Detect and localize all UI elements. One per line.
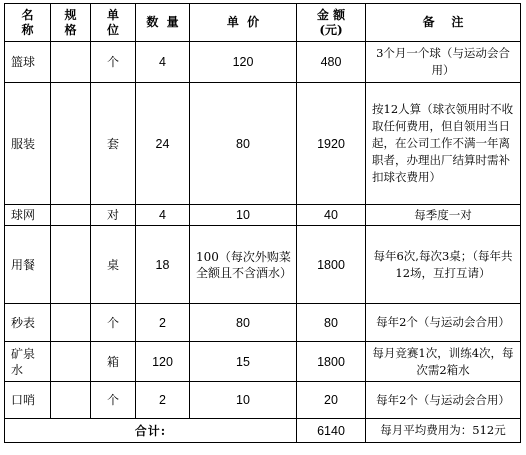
item-unit: 箱 bbox=[91, 342, 136, 382]
item-name: 篮球 bbox=[5, 42, 51, 83]
item-name: 矿泉 水 bbox=[5, 342, 51, 382]
budget-sheet bbox=[4, 3, 521, 443]
header-unit: 单 位 bbox=[91, 4, 136, 42]
item-qty: 2 bbox=[136, 382, 190, 419]
table-row bbox=[5, 83, 521, 205]
item-amount: 1800 bbox=[297, 226, 366, 304]
header-row bbox=[5, 4, 521, 42]
item-spec bbox=[51, 83, 91, 205]
total-row bbox=[5, 419, 521, 443]
item-qty: 2 bbox=[136, 304, 190, 342]
table-row bbox=[5, 304, 521, 342]
item-price: 15 bbox=[190, 342, 297, 382]
total-note: 每月平均费用为：512元 bbox=[366, 419, 521, 443]
item-name: 口哨 bbox=[5, 382, 51, 419]
item-price: 10 bbox=[190, 382, 297, 419]
item-spec bbox=[51, 382, 91, 419]
item-price: 80 bbox=[190, 304, 297, 342]
item-note: 每年2个（与运动会合用） bbox=[366, 304, 521, 342]
item-amount: 20 bbox=[297, 382, 366, 419]
item-amount: 1920 bbox=[297, 83, 366, 205]
item-name: 服装 bbox=[5, 83, 51, 205]
item-unit: 对 bbox=[91, 205, 136, 226]
header-amount: 金 额 (元) bbox=[297, 4, 366, 42]
item-price: 100（每次外购菜全额且不含酒水） bbox=[190, 226, 297, 304]
item-unit: 个 bbox=[91, 382, 136, 419]
item-spec bbox=[51, 226, 91, 304]
item-amount: 480 bbox=[297, 42, 366, 83]
item-name: 用餐 bbox=[5, 226, 51, 304]
item-unit: 个 bbox=[91, 304, 136, 342]
table-row bbox=[5, 382, 521, 419]
item-qty: 4 bbox=[136, 42, 190, 83]
item-spec bbox=[51, 304, 91, 342]
header-note: 备 注 bbox=[366, 4, 521, 42]
item-note: 每季度一对 bbox=[366, 205, 521, 226]
header-spec: 规 格 bbox=[51, 4, 91, 42]
header-qty: 数 量 bbox=[136, 4, 190, 42]
item-spec bbox=[51, 42, 91, 83]
total-amount: 6140 bbox=[297, 419, 366, 443]
item-name: 秒表 bbox=[5, 304, 51, 342]
budget-table bbox=[4, 3, 521, 443]
item-unit: 个 bbox=[91, 42, 136, 83]
item-name: 球网 bbox=[5, 205, 51, 226]
item-note: 按12人算（球衣领用时不收取任何费用，但自领用当日起，在公司工作不满一年离职者，办理出厂结算时需补扣球衣费用） bbox=[366, 83, 521, 205]
item-note: 每月竞赛1次，训练4次，每次需2箱水 bbox=[366, 342, 521, 382]
item-amount: 40 bbox=[297, 205, 366, 226]
item-qty: 4 bbox=[136, 205, 190, 226]
item-price: 10 bbox=[190, 205, 297, 226]
item-price: 80 bbox=[190, 83, 297, 205]
item-note: 每年2个（与运动会合用） bbox=[366, 382, 521, 419]
item-unit: 套 bbox=[91, 83, 136, 205]
header-name: 名 称 bbox=[5, 4, 51, 42]
item-note: 每年6次,每次3桌；（每年共12场，互打互请） bbox=[366, 226, 521, 304]
item-note: 3个月一个球（与运动会合用） bbox=[366, 42, 521, 83]
item-qty: 120 bbox=[136, 342, 190, 382]
item-qty: 18 bbox=[136, 226, 190, 304]
table-row bbox=[5, 342, 521, 382]
total-label: 合计: bbox=[5, 419, 297, 443]
table-row bbox=[5, 205, 521, 226]
item-amount: 1800 bbox=[297, 342, 366, 382]
header-price: 单 价 bbox=[190, 4, 297, 42]
item-spec bbox=[51, 342, 91, 382]
table-row bbox=[5, 42, 521, 83]
item-unit: 桌 bbox=[91, 226, 136, 304]
item-qty: 24 bbox=[136, 83, 190, 205]
item-price: 120 bbox=[190, 42, 297, 83]
item-amount: 80 bbox=[297, 304, 366, 342]
item-spec bbox=[51, 205, 91, 226]
table-row bbox=[5, 226, 521, 304]
